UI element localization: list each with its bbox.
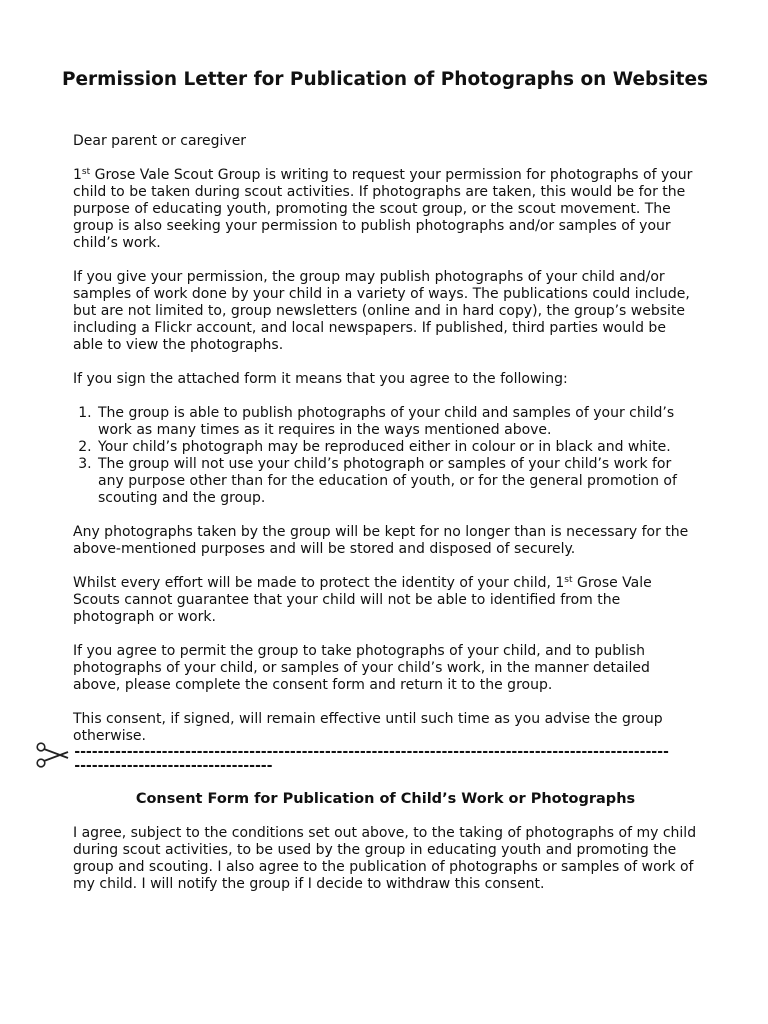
list-item: 3. The group will not use your child’s photograph or samples of your child’s work for any purpose other than for the education of youth, or for the general promotion of scouting and the group. [96,456,698,507]
publication-paragraph: If you give your permission, the group may publish photographs of your child and/or samples of work done by your child in a variety of ways. The publications could include, but are not limited to, group newsletters (online and in hard copy), the group’s website including a Flickr account, and local newspapers. If published, third parties would be able to view the photographs. [73,269,690,353]
dashed-line: ------------------------------------------------------------------------------------------------------ [73,745,668,759]
conditions-list [73,405,698,507]
intro-paragraph [73,167,698,252]
scissors-icon [35,742,69,768]
ordinal-suffix: st [81,167,91,177]
dashed-line: ---------------------------------- [73,759,272,773]
identity-text-after: Grose Vale Scouts cannot guarantee that your child will not be able to identified from the photograph or work. [73,575,652,625]
document-title: Permission Letter for Publication of Photographs on Websites [61,69,709,90]
effective-paragraph: This consent, if signed, will remain effective until such time as you advise the group otherwise. [73,711,663,744]
consent-form-heading: Consent Form for Publication of Child’s Work or Photographs [135,791,636,807]
storage-paragraph: Any photographs taken by the group will be kept for no longer than is necessary for the above-mentioned purposes and will be stored and disposed of securely. [73,524,689,557]
cut-line [73,745,698,785]
identity-paragraph [73,575,698,626]
agreement-intro: If you sign the attached form it means that you agree to the following: [73,371,568,387]
list-item: 1. The group is able to publish photographs of your child and samples of your child’s work as many times as it requires in the ways mentioned above. [96,405,698,439]
identity-text-before: Whilst every effort will be made to protect the identity of your child, 1 [73,575,565,591]
consent-request-paragraph: If you agree to permit the group to take photographs of your child, and to publish photographs of your child, or samples of your child’s work, in the manner detailed above, please complete the consent form and return it to the group. [73,643,650,693]
list-item: 2. Your child’s photograph may be reproduced either in colour or in black and white. [96,439,698,456]
consent-paragraph: I agree, subject to the conditions set out above, to the taking of photographs of my child during scout activities, to be used by the group in educating youth and promoting the group and scouting. I also agree to the publication of photographs or samples of work of my child. I will notify the group if I decide to withdraw this consent. [73,825,697,892]
document-body [73,133,698,910]
ordinal-number: 1 [73,167,82,183]
ordinal-suffix: st [564,575,573,585]
intro-text: Grose Vale Scout Group is writing to request your permission for photographs of your child to be taken during scout activities. If photographs are taken, this would be for the purpose of educating youth, promoting the scout group, or the scout movement. The group is also seeking your permission to publish photographs and/or samples of your child’s work. [73,167,693,251]
salutation: Dear parent or caregiver [73,133,247,149]
